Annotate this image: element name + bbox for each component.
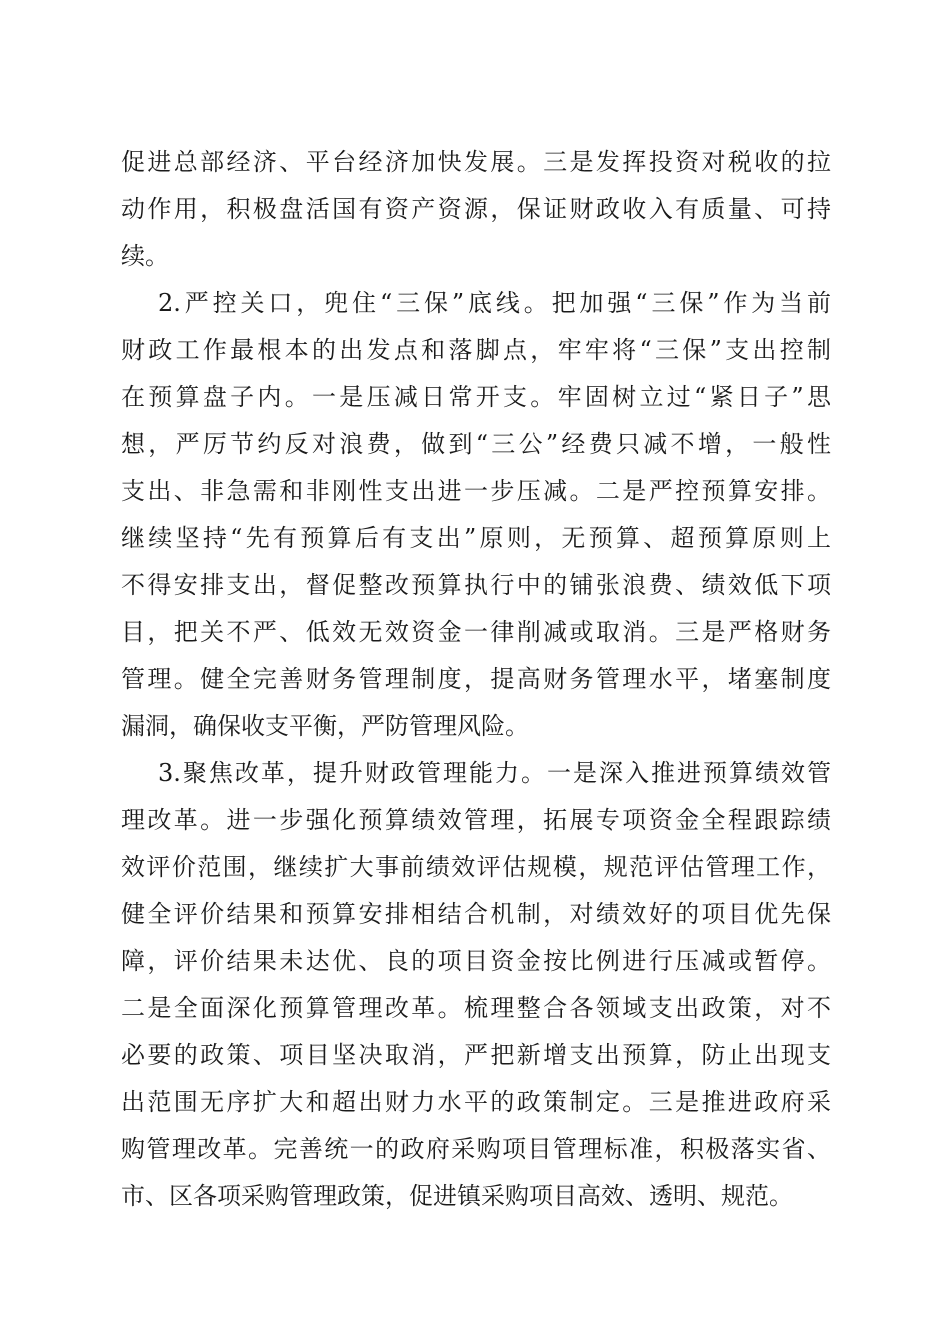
text-line: 不得安排支出，督促整改预算执行中的铺张浪费、绩效低下项: [121, 571, 831, 599]
text-line: 健全评价结果和预算安排相结合机制，对绩效好的项目优先保: [121, 900, 831, 928]
text-line: 支出、非急需和非刚性支出进一步压减。二是严控预算安排。: [121, 477, 831, 505]
text-line: 市、区各项采购管理政策，促进镇采购项目高效、透明、规范。: [121, 1182, 793, 1210]
text-line: 管理。健全完善财务管理制度，提高财务管理水平，堵塞制度: [121, 665, 831, 693]
text-line: 理改革。进一步强化预算绩效管理，拓展专项资金全程跟踪绩: [121, 806, 831, 834]
text-line: 必要的政策、项目坚决取消，严把新增支出预算，防止出现支: [121, 1041, 831, 1069]
text-line: 财政工作最根本的出发点和落脚点，牢牢将“三保”支出控制: [121, 336, 831, 364]
text-line: 效评价范围，继续扩大事前绩效评估规模，规范评估管理工作，: [121, 853, 831, 881]
text-line: 继续坚持“先有预算后有支出”原则，无预算、超预算原则上: [121, 524, 831, 552]
section-3-heading-line: 3.聚焦改革，提升财政管理能力。一是深入推进预算绩效管: [158, 759, 831, 787]
text-line: 想，严厉节约反对浪费，做到“三公”经费只减不增，一般性: [121, 430, 831, 458]
text-line: 续。: [121, 242, 169, 270]
text-line: 动作用，积极盘活国有资产资源，保证财政收入有质量、可持: [121, 195, 831, 223]
text-line: 出范围无序扩大和超出财力水平的政策制定。三是推进政府采: [121, 1088, 831, 1116]
text-line: 目，把关不严、低效无效资金一律削减或取消。三是严格财务: [121, 618, 831, 646]
section-2-heading-line: 2.严控关口，兜住“三保”底线。把加强“三保”作为当前: [158, 289, 831, 317]
text-line: 二是全面深化预算管理改革。梳理整合各领域支出政策，对不: [121, 994, 831, 1022]
text-line: 障，评价结果未达优、良的项目资金按比例进行压减或暂停。: [121, 947, 831, 975]
text-line: 促进总部经济、平台经济加快发展。三是发挥投资对税收的拉: [121, 148, 831, 176]
text-line: 在预算盘子内。一是压减日常开支。牢固树立过“紧日子”思: [121, 383, 831, 411]
text-line: 漏洞，确保收支平衡，严防管理风险。: [121, 712, 529, 740]
text-line: 购管理改革。完善统一的政府采购项目管理标准，积极落实省、: [121, 1135, 831, 1163]
